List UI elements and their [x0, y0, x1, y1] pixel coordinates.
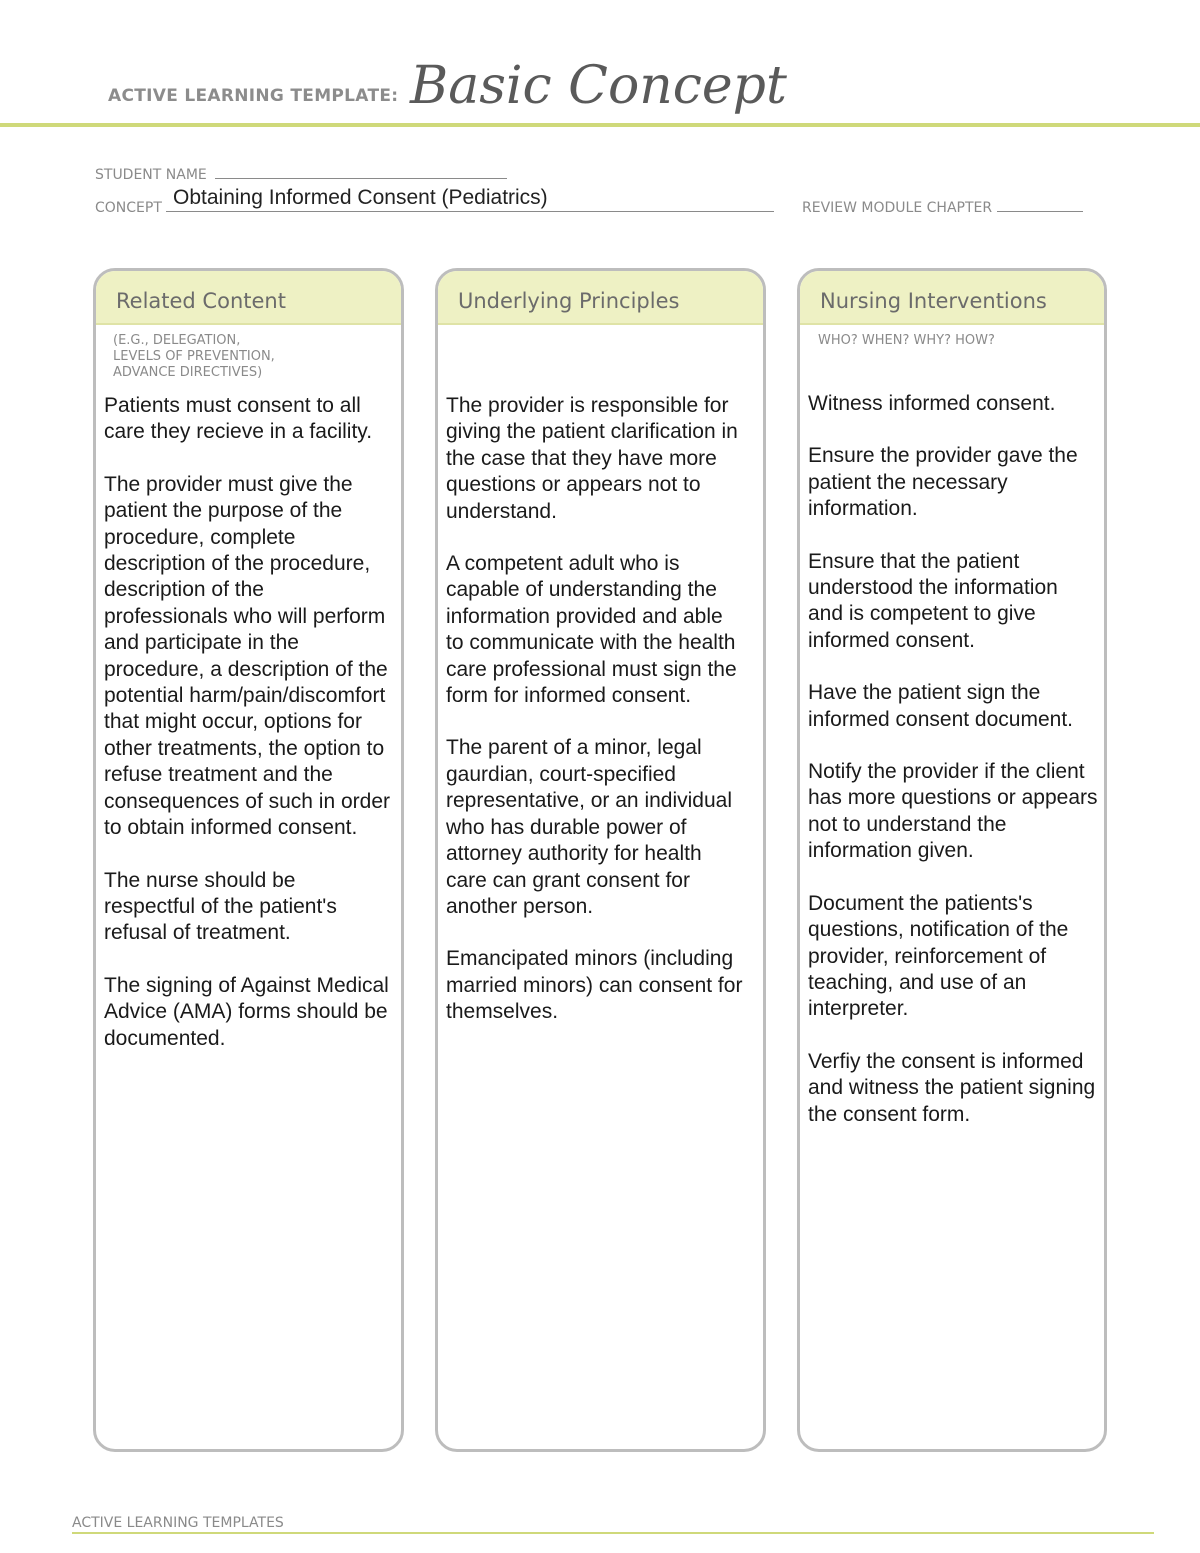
concept-value: Obtaining Informed Consent (Pediatrics)	[173, 186, 548, 209]
panel-subtitle	[113, 333, 275, 381]
review-module-blank	[997, 199, 1083, 212]
panel-body	[104, 393, 391, 1078]
footer-divider	[72, 1532, 1154, 1534]
header-divider	[0, 123, 1200, 127]
panel-body	[808, 391, 1098, 1154]
content-paragraph: Verfiy the consent is informed and witness the patient signing the consent form.	[808, 1049, 1096, 1126]
subtitle-line: LEVELS OF PREVENTION,	[113, 349, 275, 364]
concept-label: CONCEPT	[95, 200, 162, 216]
review-module-field[interactable]	[802, 199, 1083, 216]
student-name-blank	[215, 166, 507, 179]
footer-label: ACTIVE LEARNING TEMPLATES	[72, 1515, 284, 1531]
panel-title: Related Content	[116, 289, 286, 313]
student-name-label: STUDENT NAME	[95, 167, 207, 183]
content-paragraph: The provider must give the patient the purpose of the procedure, complete description of the procedure, description of the professionals who will perform and participate in the procedure, a description of the potential harm/pain/discomfort that might occur, options for other treatments, the option to refuse treatment and the consequences of such in order to obtain informed consent.	[104, 472, 391, 840]
content-paragraph: Ensure that the patient understood the information and is competent to give informed consent.	[808, 549, 1058, 652]
subtitle-line: ADVANCE DIRECTIVES)	[113, 365, 263, 380]
content-paragraph: Have the patient sign the informed consent document.	[808, 681, 1073, 731]
subtitle-line: WHO? WHEN? WHY? HOW?	[818, 333, 995, 348]
content-paragraph: The parent of a minor, legal gaurdian, court-specified representative, or an individual who has durable power of attorney authority for health care can grant consent for another person.	[446, 736, 733, 918]
student-name-field[interactable]	[95, 166, 507, 183]
content-paragraph: Document the patients's questions, notification of the provider, reinforcement of teaching, and use of an interpreter.	[808, 891, 1069, 1021]
content-paragraph: Patients must consent to all care they recieve in a facility.	[104, 394, 373, 444]
content-paragraph: The provider is responsible for giving the patient clarification in the case that they have more questions or appears not to understand.	[446, 394, 738, 523]
review-module-label: REVIEW MODULE CHAPTER	[802, 200, 993, 216]
panel-body	[446, 393, 743, 1052]
subtitle-line: (E.G., DELEGATION,	[113, 333, 241, 348]
related-content-panel	[93, 268, 404, 1452]
content-paragraph: Notify the provider if the client has more questions or appears not to understand the information given.	[808, 760, 1098, 863]
content-paragraph: A competent adult who is capable of understanding the information provided and able to communicate with the health care professional must sign the form for informed consent.	[446, 552, 737, 708]
panel-title: Nursing Interventions	[820, 289, 1047, 313]
panel-subtitle	[818, 333, 995, 349]
content-paragraph: Witness informed consent.	[808, 392, 1056, 415]
content-paragraph: The signing of Against Medical Advice (AMA) forms should be documented.	[104, 973, 389, 1050]
panel-title: Underlying Principles	[458, 289, 680, 313]
header-label: ACTIVE LEARNING TEMPLATE:	[108, 86, 399, 106]
content-paragraph: Emancipated minors (including married minors) can consent for themselves.	[446, 947, 743, 1024]
content-paragraph: Ensure the provider gave the patient the necessary information.	[808, 444, 1078, 521]
content-paragraph: The nurse should be respectful of the patient's refusal of treatment.	[104, 868, 337, 945]
page-title: Basic Concept	[410, 56, 787, 116]
underlying-principles-panel	[435, 268, 766, 1452]
nursing-interventions-panel	[797, 268, 1107, 1452]
